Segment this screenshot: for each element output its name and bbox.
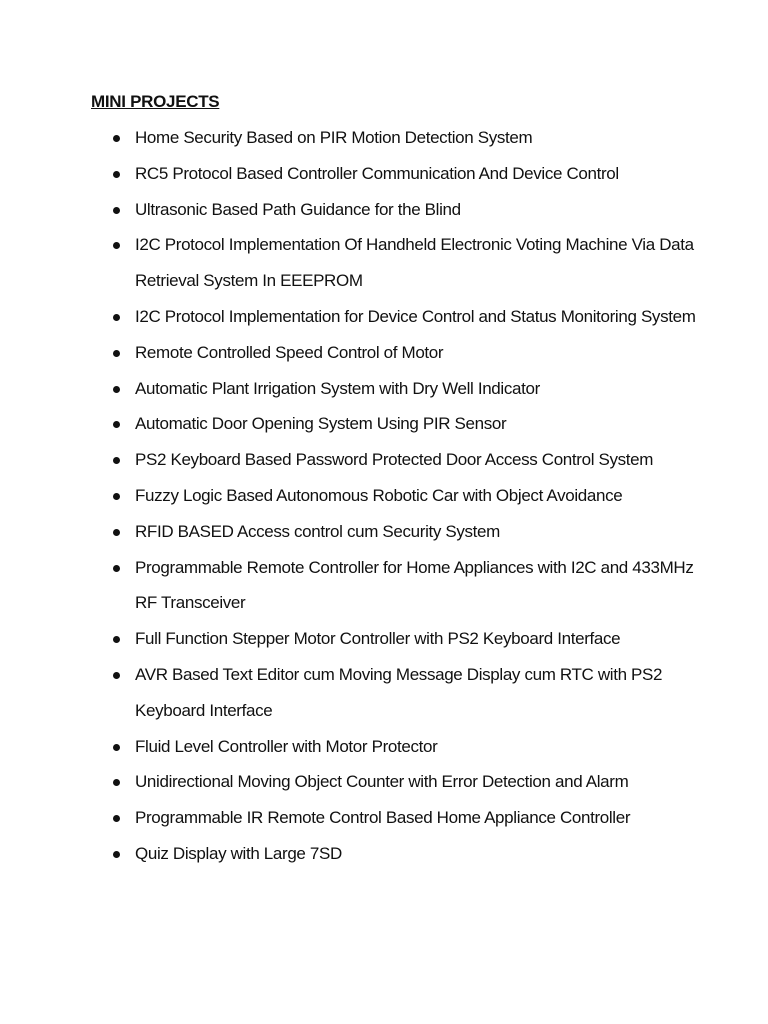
list-item: [0, 406, 768, 442]
list-item: [0, 192, 768, 228]
bullet-icon: [113, 744, 120, 751]
bullet-icon: [113, 565, 120, 572]
bullet-icon: [113, 386, 120, 393]
bullet-icon: [113, 779, 120, 786]
list-item-text: Fluid Level Controller with Motor Protector: [135, 736, 438, 756]
list-item-text: Fuzzy Logic Based Autonomous Robotic Car with Object Avoidance: [135, 485, 623, 505]
section-heading: MINI PROJECTS: [91, 92, 220, 111]
list-item-text: Automatic Door Opening System Using PIR Sensor: [135, 414, 507, 434]
list-item-text: Programmable Remote Controller for Home Appliances with I2C and 433MHz RF Transceiver: [135, 557, 694, 613]
list-item: [0, 335, 768, 371]
list-item: [0, 764, 768, 800]
list-item-text: Automatic Plant Irrigation System with Dry Well Indicator: [135, 378, 540, 398]
bullet-icon: [113, 135, 120, 142]
list-item: [0, 478, 768, 514]
bullet-icon: [113, 815, 120, 822]
list-item: [0, 442, 768, 478]
list-item: [0, 621, 768, 657]
bullet-icon: [113, 457, 120, 464]
list-item: [0, 120, 768, 156]
bullet-icon: [113, 350, 120, 357]
bullet-icon: [113, 171, 120, 178]
list-item-text: Remote Controlled Speed Control of Motor: [135, 342, 444, 362]
list-item: [0, 371, 768, 407]
list-item-text: Home Security Based on PIR Motion Detection System: [135, 128, 533, 147]
list-item-text: PS2 Keyboard Based Password Protected Door Access Control System: [135, 450, 654, 470]
list-item-text: RFID BASED Access control cum Security System: [135, 521, 500, 541]
list-item: [0, 227, 768, 299]
list-item-text: Quiz Display with Large 7SD: [135, 843, 342, 863]
bullet-icon: [113, 672, 120, 679]
bullet-icon: [113, 529, 120, 536]
bullet-icon: [113, 207, 120, 214]
list-item: [0, 800, 768, 836]
bullet-icon: [113, 851, 120, 858]
list-item-text: Full Function Stepper Motor Controller with PS2 Keyboard Interface: [135, 629, 621, 649]
list-item: [0, 514, 768, 550]
list-item: [0, 156, 768, 192]
bullet-icon: [113, 421, 120, 428]
list-item: [0, 657, 768, 729]
list-item-text: Programmable IR Remote Control Based Home Appliance Controller: [135, 808, 631, 828]
list-item-text: RC5 Protocol Based Controller Communication And Device Control: [135, 163, 619, 183]
list-item-text: AVR Based Text Editor cum Moving Message Display cum RTC with PS2 Keyboard Interface: [135, 664, 663, 720]
bullet-icon: [113, 242, 120, 249]
bullet-icon: [113, 493, 120, 500]
list-item: [0, 550, 768, 622]
list-item-text: I2C Protocol Implementation for Device Control and Status Monitoring System: [135, 306, 696, 326]
list-item: [0, 836, 768, 872]
project-list: [0, 120, 768, 872]
list-item: [0, 729, 768, 765]
bullet-icon: [113, 314, 120, 321]
list-item-text: I2C Protocol Implementation Of Handheld Electronic Voting Machine Via Data Retrieval System In EEEPROM: [135, 235, 694, 291]
list-item-text: Ultrasonic Based Path Guidance for the Blind: [135, 199, 461, 219]
list-item-text: Unidirectional Moving Object Counter with Error Detection and Alarm: [135, 772, 629, 792]
bullet-icon: [113, 636, 120, 643]
list-item: [0, 299, 768, 335]
